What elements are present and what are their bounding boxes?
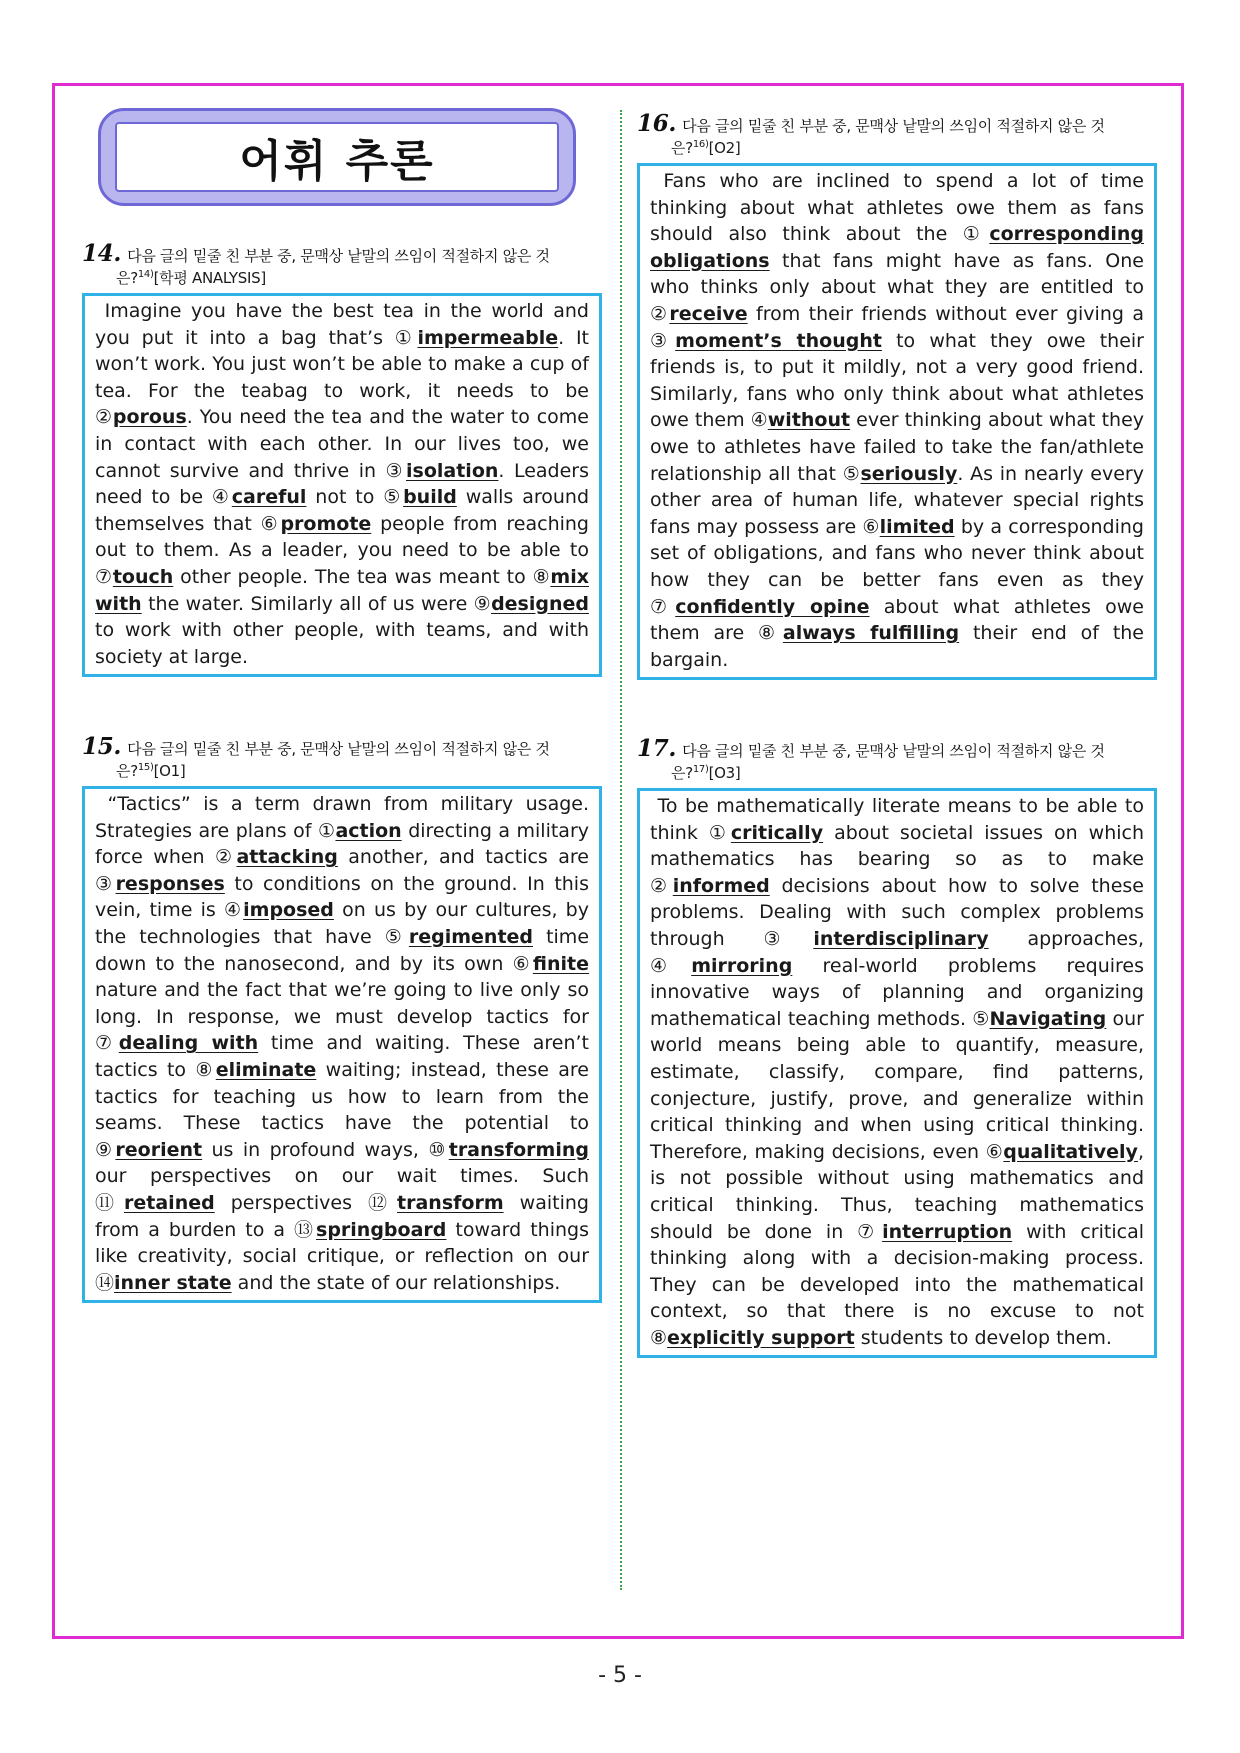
passage-text: Imagine you have the best tea in the world and you put it into a bag that’s ①: [95, 300, 589, 349]
passage-text: Fans who are inclined to spend a lot of time thinking about what athletes owe them as fans should also think about the ①: [650, 170, 1144, 246]
question-sub-text: 은?: [671, 764, 693, 782]
passage-box: [82, 293, 602, 677]
question-17: [637, 735, 1157, 1358]
passage-text: nature and the fact that we’re going to live only so long. In response, we must develop tactics for ⑦: [95, 979, 589, 1055]
underlined-choice: dealing with: [118, 1032, 259, 1055]
question-number: 17.: [637, 735, 677, 762]
footnote-ref: 15): [137, 762, 154, 773]
underlined-choice: imposed: [243, 899, 334, 922]
passage-box: [637, 163, 1157, 680]
underlined-choice: careful: [231, 486, 307, 509]
passage-text: decisions about how to solve these problems. Dealing with such complex problems through ③: [650, 874, 1144, 950]
underlined-choice: transform: [397, 1191, 504, 1214]
passage-text: our world means being able to quantify, measure, estimate, classify, compare, find patterns, conjecture, justify, prove, and generalize within critical thinking and when using critical thinking. Therefore, making decisions, even ⑥: [650, 1007, 1144, 1163]
underlined-choice: designed: [491, 592, 589, 615]
question-number: 16.: [637, 110, 677, 137]
underlined-choice: corresponding obligations: [650, 223, 1144, 272]
passage-text: our perspectives on our wait times. Such ⑪: [95, 1165, 589, 1214]
column-divider: [620, 110, 622, 1590]
question-sub: [637, 137, 1157, 158]
underlined-choice: interruption: [882, 1220, 1013, 1243]
section-title-banner: [98, 108, 576, 206]
passage-text: about what athletes owe them are ⑧: [650, 595, 1144, 645]
footnote-ref: 14): [137, 269, 154, 280]
underlined-choice: action: [335, 819, 402, 842]
passage-text: that fans might have as fans. One who thinks only about what they are entitled to ②: [650, 249, 1144, 325]
question-text: 다음 글의 밑줄 친 부분 중, 문맥상 낱말의 쓰임이 적절하지 않은 것: [682, 117, 1105, 135]
underlined-choice: moment’s thought: [675, 329, 882, 352]
passage-text: on us by our cultures, by the technologies that have ⑤: [95, 899, 589, 948]
underlined-choice: Navigating: [989, 1007, 1107, 1030]
underlined-choice: build: [403, 486, 457, 509]
underlined-choice: responses: [115, 872, 225, 895]
question-prompt: [82, 733, 602, 760]
section-title-frame: [115, 122, 559, 192]
passage-text: us in profound ways, ⑩: [202, 1138, 449, 1161]
source-ref: [O1]: [153, 762, 186, 780]
passage-text: real-world problems requires innovative ways of planning and organizing mathematical teaching methods. ⑤: [650, 954, 1144, 1030]
question-sub-text: 은?: [671, 139, 693, 157]
passage-box: [82, 786, 602, 1303]
question-sub: [82, 760, 602, 781]
section-title: 어휘 추론: [239, 136, 435, 187]
underlined-choice: eliminate: [215, 1058, 317, 1081]
passage-text: from their friends without ever giving a ③: [650, 302, 1144, 352]
passage-text: ever thinking about what they owe to athletes have failed to take the fan/athlete relationship all that ⑤: [650, 409, 1144, 485]
question-sub-text: 은?: [116, 762, 138, 780]
passage-text: directing a military force when ②: [95, 819, 589, 869]
underlined-choice: limited: [879, 515, 955, 538]
passage-text: another, and tactics are ③: [95, 846, 589, 895]
passage-text: waiting; instead, these are tactics for teaching us how to learn from the seams. These tactics have the potential to ⑨: [95, 1058, 589, 1161]
passage-text: their end of the bargain.: [650, 622, 1144, 671]
underlined-choice: seriously: [860, 462, 958, 485]
passage-text: and the state of our relationships.: [231, 1271, 561, 1294]
underlined-choice: without: [767, 409, 851, 432]
passage-text: To be mathematically literate means to be able to think ①: [650, 795, 1144, 844]
passage-text: walls around themselves that ⑥: [95, 486, 589, 535]
question-text: 다음 글의 밑줄 친 부분 중, 문맥상 낱말의 쓰임이 적절하지 않은 것: [127, 247, 550, 265]
passage-text: waiting from a burden to a ⑬: [95, 1191, 589, 1241]
passage-box: [637, 788, 1157, 1358]
passage-text: toward things like creativity, social critique, or reflection on our ⑭: [95, 1218, 589, 1294]
question-text: 다음 글의 밑줄 친 부분 중, 문맥상 낱말의 쓰임이 적절하지 않은 것: [682, 742, 1105, 760]
underlined-choice: isolation: [406, 459, 499, 482]
underlined-choice: transforming: [448, 1138, 589, 1161]
passage-text: by a corresponding set of obligations, and fans who never think about how they can be better fans even as they ⑦: [650, 515, 1144, 618]
passage-text: about societal issues on which mathematics has bearing so as to make ②: [650, 821, 1144, 897]
underlined-choice: retained: [124, 1191, 215, 1214]
underlined-choice: porous: [112, 406, 187, 429]
source-ref: [O3]: [708, 764, 741, 782]
underlined-choice: mirroring: [691, 954, 793, 977]
passage-text: . Leaders need to be ④: [95, 459, 589, 509]
underlined-choice: critically: [730, 821, 824, 844]
underlined-choice: promote: [280, 512, 372, 535]
passage-text: perspectives ⑫: [214, 1191, 398, 1214]
question-15: [82, 733, 602, 1303]
question-sub: [637, 762, 1157, 783]
underlined-choice: impermeable: [417, 326, 559, 349]
passage-text: people from reaching out to them. As a leader, you need to be able to ⑦: [95, 512, 589, 588]
passage-text: students to develop them.: [854, 1326, 1112, 1349]
question-prompt: [637, 110, 1157, 137]
question-text: 다음 글의 밑줄 친 부분 중, 문맥상 낱말의 쓰임이 적절하지 않은 것: [127, 740, 550, 758]
passage-text: . As in nearly every other area of human life, whatever special rights fans may possess are ⑥: [650, 462, 1144, 538]
underlined-choice: interdisciplinary: [813, 927, 989, 950]
underlined-choice: receive: [669, 302, 748, 325]
question-prompt: [82, 240, 602, 267]
underlined-choice: explicitly support: [667, 1326, 855, 1349]
question-14: [82, 240, 602, 677]
underlined-choice: informed: [672, 874, 770, 897]
passage-text: to work with other people, with teams, and with society at large.: [95, 619, 589, 668]
footnote-ref: 16): [692, 139, 709, 150]
footnote-ref: 17): [692, 764, 709, 775]
question-sub: [82, 267, 602, 288]
source-ref: [O2]: [708, 139, 741, 157]
passage-text: time and waiting. These aren’t tactics to ⑧: [95, 1032, 589, 1081]
passage-text: to what they owe their friends is, to put it mildly, not a very good friend. Similarly, fans who only think about what athletes owe them ④: [650, 329, 1144, 432]
passage-text: approaches, ④: [650, 927, 1144, 977]
passage-text: the water. Similarly all of us were ⑨: [141, 592, 492, 615]
question-sub-text: 은?: [116, 269, 138, 287]
passage-text: not to ⑤: [306, 486, 404, 509]
underlined-choice: touch: [112, 565, 174, 588]
underlined-choice: qualitatively: [1003, 1140, 1138, 1163]
passage-text: . It won’t work. You just won’t be able to make a cup of tea. For the teabag to work, it needs to be ②: [95, 326, 589, 429]
question-16: [637, 110, 1157, 680]
underlined-choice: inner state: [114, 1271, 232, 1294]
passage-text: to conditions on the ground. In this vein, time is ④: [95, 872, 589, 922]
passage-text: with critical thinking along with a decision-making process. They can be developed into the mathematical context, so that there is no excuse to not ⑧: [650, 1220, 1144, 1349]
passage-text: time down to the nanosecond, and by its own ⑥: [95, 925, 590, 975]
question-prompt: [637, 735, 1157, 762]
underlined-choice: always fulfilling: [782, 622, 960, 645]
passage-text: other people. The tea was meant to ⑧: [173, 565, 551, 588]
underlined-choice: springboard: [316, 1218, 447, 1241]
source-ref: [학평 ANALYSIS]: [153, 269, 266, 287]
passage-text: “Tactics” is a term drawn from military usage. Strategies are plans of ①: [95, 793, 589, 842]
underlined-choice: attacking: [236, 846, 338, 869]
question-number: 15.: [82, 733, 122, 760]
page-number: - 5 -: [598, 1663, 642, 1688]
question-number: 14.: [82, 240, 122, 267]
underlined-choice: mix with: [95, 565, 589, 615]
underlined-choice: confidently opine: [675, 595, 870, 618]
passage-text: . You need the tea and the water to come in contact with each other. In our lives too, we cannot survive and thrive in ③: [95, 406, 589, 482]
underlined-choice: finite: [532, 952, 589, 975]
passage-text: , is not possible without using mathematics and critical thinking. Thus, teaching mathematics should be done in ⑦: [650, 1140, 1144, 1243]
underlined-choice: regimented: [408, 925, 534, 948]
underlined-choice: reorient: [115, 1138, 203, 1161]
